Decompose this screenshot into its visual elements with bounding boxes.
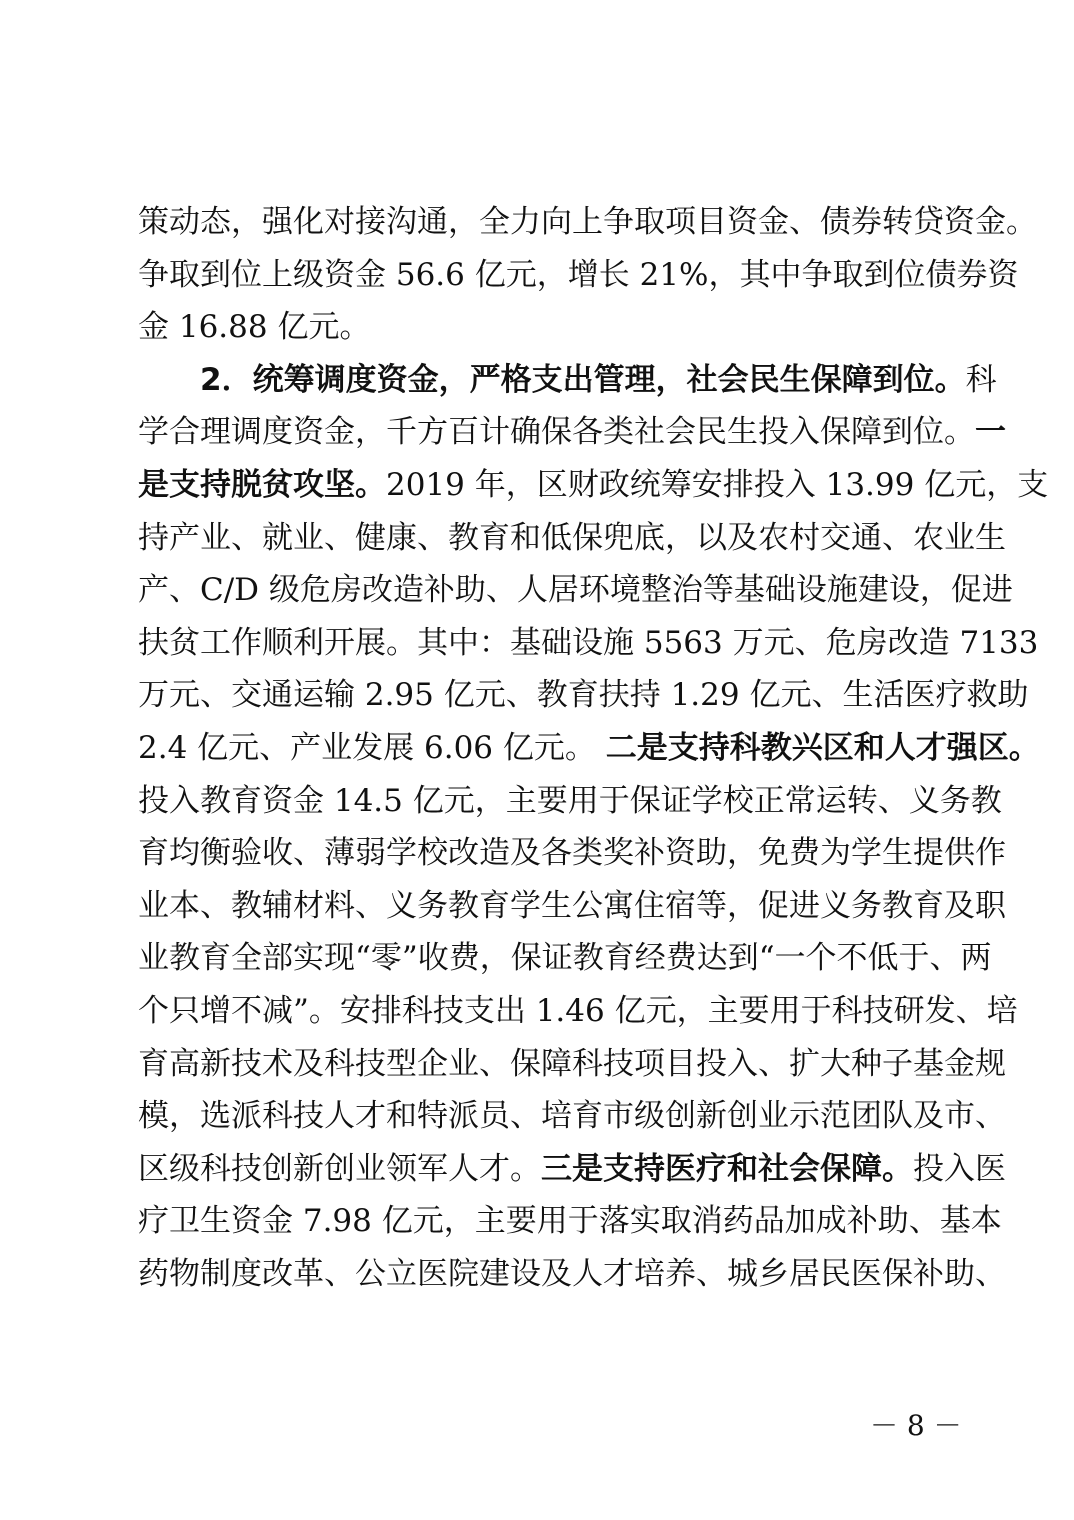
text-segment: 育均衡验收、薄弱学校改造及各类奖补资助，免费为学生提供作 — [138, 835, 1006, 872]
text-segment: 产、C/D 级危房改造补助、人居环境整治等基础设施建设，促进 — [138, 572, 1013, 609]
bold-text-segment: 三是支持医疗和社会保障。 — [541, 1150, 913, 1187]
text-segment: 投入医 — [913, 1150, 1006, 1187]
text-line — [138, 1248, 1006, 1301]
text-line — [138, 249, 1019, 302]
body-text — [138, 196, 1049, 1300]
text-line — [138, 196, 1037, 249]
text-segment: 争取到位上级资金 56.6 亿元，增长 21%，其中争取到位债券资 — [138, 256, 1019, 293]
text-segment: 2019 年，区财政统筹安排投入 13.99 亿元，支 — [386, 466, 1049, 503]
text-line — [138, 985, 1018, 1038]
text-line — [138, 301, 938, 354]
text-line — [138, 1090, 1006, 1143]
text-segment: 万元、交通运输 2.95 亿元、教育扶持 1.29 亿元、生活医疗救助 — [138, 677, 1029, 714]
text-line — [138, 459, 1049, 512]
bold-text-segment: 一 — [975, 414, 1006, 451]
text-segment: 模，选派科技人才和特派员、培育市级创新创业示范团队及市、 — [138, 1098, 1006, 1135]
text-line — [138, 1038, 1006, 1091]
text-line — [138, 406, 1006, 459]
text-segment: 业教育全部实现“零”收费，保证教育经费达到“一个不低于、两 — [138, 940, 992, 977]
text-line — [138, 512, 1006, 565]
text-line — [138, 1143, 1006, 1196]
text-segment: 投入教育资金 14.5 亿元，主要用于保证学校正常运转、义务教 — [138, 782, 1002, 819]
text-segment: 持产业、就业、健康、教育和低保兜底，以及农村交通、农业生 — [138, 519, 1006, 556]
text-line — [138, 617, 1039, 670]
text-segment: 疗卫生资金 7.98 亿元，主要用于落实取消药品加成补助、基本 — [138, 1203, 1002, 1240]
text-line — [138, 932, 992, 985]
text-line — [138, 775, 1002, 828]
text-segment: 学合理调度资金，千方百计确保各类社会民生投入保障到位。 — [138, 414, 975, 451]
text-segment: 科 — [965, 361, 997, 398]
bold-text-segment: 2．统筹调度资金，严格支出管理，社会民生保障到位。 — [200, 361, 966, 398]
text-segment: 扶贫工作顺利开展。其中：基础设施 5563 万元、危房改造 7133 — [138, 624, 1039, 661]
text-line — [138, 880, 1006, 933]
text-segment: 业本、教辅材料、义务教育学生公寓住宿等，促进义务教育及职 — [138, 887, 1006, 924]
text-segment: 策动态，强化对接沟通，全力向上争取项目资金、债券转贷资金。 — [138, 204, 1037, 240]
text-segment: 药物制度改革、公立医院建设及人才培养、城乡居民医保补助、 — [138, 1255, 1006, 1292]
text-line — [138, 669, 1029, 722]
bold-text-segment: 二是支持科教兴区和人才强区。 — [605, 729, 1040, 766]
text-line — [138, 722, 1040, 775]
text-line — [138, 1195, 1002, 1248]
text-segment: 2.4 亿元、产业发展 6.06 亿元。 — [138, 729, 606, 766]
text-segment: 育高新技术及科技型企业、保障科技项目投入、扩大种子基金规 — [138, 1045, 1006, 1082]
text-line — [138, 564, 1013, 617]
text-segment: 个只增不减”。安排科技支出 1.46 亿元，主要用于科技研发、培 — [138, 992, 1018, 1029]
text-segment: 区级科技创新创业领军人才。 — [138, 1150, 541, 1187]
bold-text-segment: 是支持脱贫攻坚。 — [138, 466, 386, 503]
text-segment: 金 16.88 亿元。 — [138, 309, 371, 346]
page-number: － 8 － — [870, 1409, 962, 1442]
text-line — [138, 354, 997, 407]
text-line — [138, 827, 1006, 880]
